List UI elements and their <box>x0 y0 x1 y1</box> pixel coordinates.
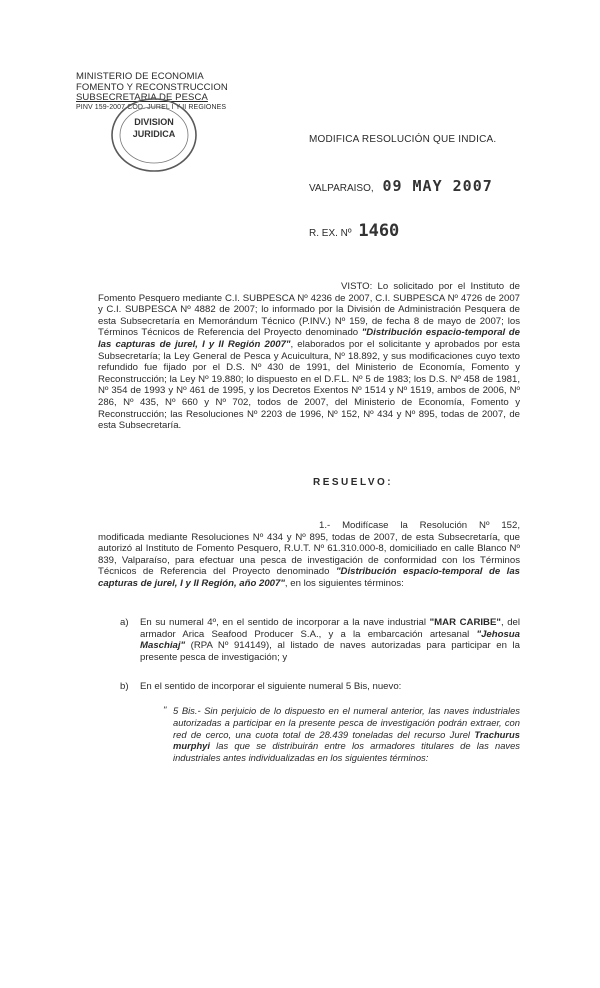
item-b-quote-paragraph <box>173 705 520 764</box>
item-a-paragraph <box>140 617 520 663</box>
point-1-paragraph <box>98 520 520 590</box>
ministry-name-2: FOMENTO Y RECONSTRUCCION <box>76 81 228 93</box>
point-1-text-2: , en los siguientes términos: <box>284 577 404 589</box>
quote-text-1: 5 Bis.- Sin perjuicio de lo dispuesto en el numeral anterior, las naves industriales autorizadas a participar en la presente pesca de investigación podrán extraer, con red de cerco, una cuota total de 28.439 toneladas del recurso Jurel <box>173 705 520 740</box>
date-stamp: 09 MAY 2007 <box>382 177 493 195</box>
division-juridica-seal-icon <box>108 95 200 175</box>
item-a-text-1: En su numeral 4º, en el sentido de incorporar a la nave industrial <box>140 617 430 628</box>
city: VALPARAISO, <box>309 183 374 194</box>
reference-code: PINV 159-2007 COD. JUREL I Y II REGIONES <box>76 103 227 111</box>
visto-text-1: Lo solicitado por el Instituto de Fomento Pesquero mediante C.I. SUBPESCA Nº 4236 de 2007, C.I. SUBPESCA Nº 4726 de 2007 y C.I. SUBPESCA Nº 4882 de 2007; lo informado por la División de Administración Pesquera de esta Subsecretaría en Memorándum Técnico (P.INV.) Nº 159, de fecha 8 de mayo de 2007; los Términos Técnicos de Referencia del Proyecto denominado <box>98 281 520 339</box>
item-a-text-2: , del armador Arica Seafood Producer S.A., y a la embarcación artesanal <box>140 617 520 640</box>
place-date <box>309 177 493 195</box>
subsecretaria-name: SUBSECRETARIA DE PESCA <box>76 92 208 103</box>
quote-text-2: las que se distribuirán entre los armadores titulares de las naves industriales antes individualizadas en los siguientes términos: <box>173 740 520 764</box>
item-a-ship-1: "MAR CARIBE" <box>429 617 501 628</box>
seal-text-juridica: JURIDICA <box>132 129 176 139</box>
item-b-paragraph: En el sentido de incorporar el siguiente numeral 5 Bis, nuevo: <box>140 681 402 692</box>
ministry-name: MINISTERIO DE ECONOMIA <box>76 71 204 82</box>
resolution-label: R. EX. Nº <box>309 228 352 239</box>
visto-text-2: , elaborados por el solicitante y aprobados por esta Subsecretaría; la Ley General de Pesca y Acuicultura, Nº 18.892, y sus modificaciones cuyo texto refundido fue fijado por el D.S. Nº 430 de 1991, del Ministerio de Economía, Fomento y Reconstrucción; la Ley Nº 19.880; lo dispuesto en el D.F.L. Nº 5 de 1983; los D.S. Nº 458 de 1981, Nº 354 de 1993 y Nº 461 de 1995, y los Decretos Exentos Nº 1514 y Nº 1519, ambos de 2006, Nº 286, Nº 435, Nº 660 y Nº 702, todos de 2007, del Ministerio de Economía, Fomento y Reconstrucción; las Resoluciones Nº 2203 de 1996, Nº 152, Nº 434 y Nº 895, todas de 2007, de esta Subsecretaría. <box>98 338 520 432</box>
resolution-number <box>309 221 399 241</box>
point-1-project-name: "Distribución espacio-temporal de las capturas de jurel, I y II Región, año 2007" <box>98 566 520 589</box>
point-1-text-1: 1.- Modifícase la Resolución Nº 152, modificada mediante Resoluciones Nº 434 y Nº 895, todas de 2007, de esta Subsecretaría, que autorizó al Instituto de Fomento Pesquero, R.U.T. Nº 61.310.000-8, domiciliado en calle Blanco Nº 839, Valparaíso, para efectuar una pesca de investigación de conformidad con los Términos Técnicos de Referencia del Proyecto denominado <box>98 520 520 578</box>
visto-project-name: "Distribución espacio-temporal de las capturas de jurel, I y II Región 2007" <box>98 327 520 350</box>
quote-species: Trachurus murphyi <box>173 728 520 752</box>
item-a-text-3: (RPA Nº 914149), al listado de naves autorizadas para participar en la presente pesca de investigación; y <box>140 640 520 663</box>
item-b-quote-mark: " <box>163 705 167 716</box>
visto-paragraph <box>98 281 520 432</box>
visto-lead: VISTO: <box>341 281 373 292</box>
item-b-label: b) <box>120 681 129 692</box>
item-a-ship-2: "Jehosua Maschiaj" <box>140 628 520 652</box>
item-a-label: a) <box>120 617 129 628</box>
seal-text-division: DIVISION <box>134 117 174 127</box>
resuelvo-heading: RESUELVO: <box>313 477 394 488</box>
resolution-number-value: 1460 <box>358 221 400 241</box>
document-subject: MODIFICA RESOLUCIÓN QUE INDICA. <box>309 134 497 145</box>
